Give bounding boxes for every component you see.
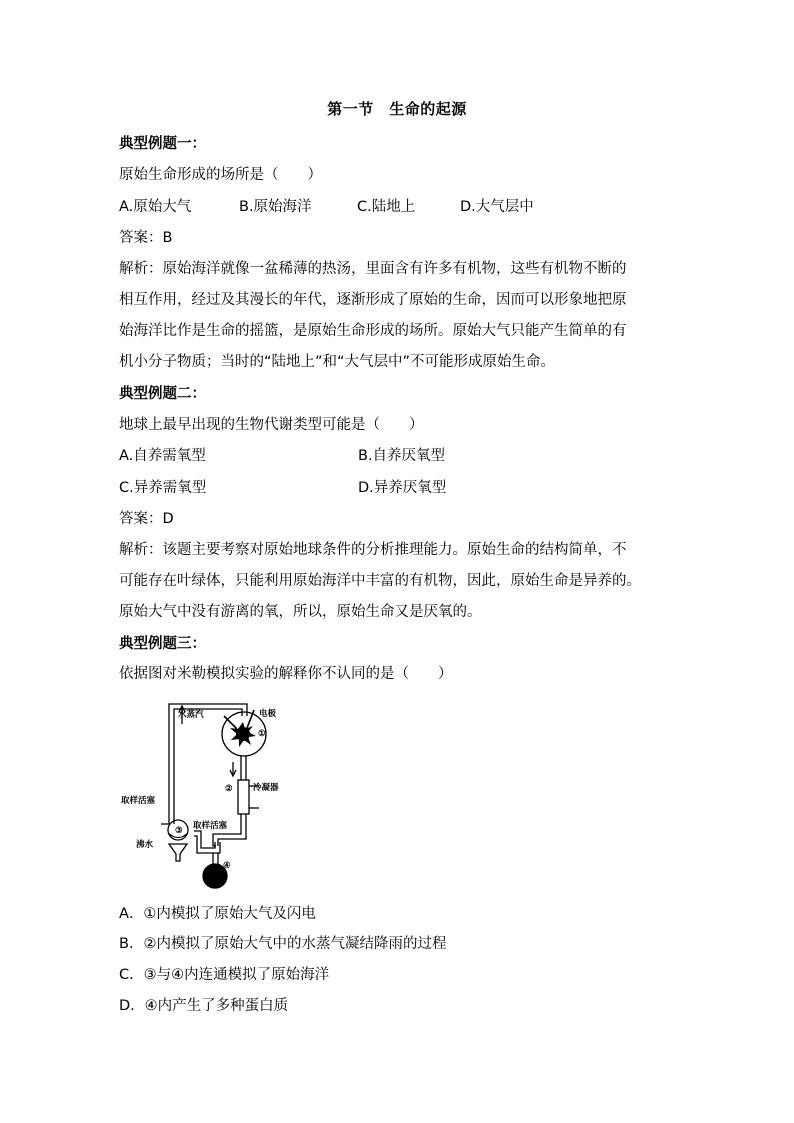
- example-1-analysis-line: 始海洋比作是生命的摇篮，是原始生命形成的场所。原始大气只能产生简单的有: [119, 323, 627, 339]
- example-2-option-a: A.自养需氧型: [119, 448, 206, 464]
- page-title: 第一节 生命的起源: [327, 100, 467, 118]
- example-1-answer: 答案：B: [119, 230, 173, 246]
- example-1-analysis-line: 相互作用，经过及其漫长的年代，逐渐形成了原始的生命，因而可以形象地把原: [119, 292, 627, 308]
- example-1-heading: 典型例题一：: [119, 136, 206, 152]
- condenser-body: [238, 780, 249, 814]
- example-2-option-b: B.自养厌氧型: [358, 448, 446, 464]
- label-steam: 水蒸汽: [178, 710, 204, 720]
- example-1-option-d: D.大气层中: [460, 199, 534, 215]
- label-n2: ②: [225, 784, 233, 794]
- example-3-heading: 典型例题三：: [119, 636, 206, 652]
- example-3-option-b: B．②内模拟了原始大气中的水蒸气凝结降雨的过程: [119, 936, 447, 952]
- label-sampling-valve-left: 取样活塞: [121, 796, 156, 806]
- example-1-option-a: A.原始大气: [119, 199, 192, 215]
- label-boiling-water: 沸水: [136, 840, 154, 850]
- example-1-question: 原始生命形成的场所是（ ）: [119, 167, 322, 183]
- example-3-question: 依据图对米勒模拟实验的解释你不认同的是（ ）: [119, 666, 453, 682]
- example-2-analysis-line: 原始大气中没有游离的氧，所以，原始生命又是厌氧的。: [119, 604, 482, 620]
- miller-experiment-diagram: [119, 696, 279, 896]
- example-1-option-c: C.陆地上: [357, 199, 416, 215]
- example-2-analysis-line: 可能存在叶绿体，只能利用原始海洋中丰富的有机物，因此，原始生命是异养的。: [119, 573, 641, 589]
- example-2-analysis-line: 解析：该题主要考察对原始地球条件的分析推理能力。原始生命的结构简单，不: [119, 542, 627, 558]
- example-3-option-d: D．④内产生了多种蛋白质: [119, 998, 289, 1014]
- label-electrode: 电极: [259, 709, 277, 719]
- example-3-option-c: C．③与④内连通模拟了原始海洋: [119, 967, 330, 983]
- vapor-tube-inner: [174, 709, 242, 824]
- example-2-heading: 典型例题二：: [119, 386, 206, 402]
- example-2-answer: 答案：D: [119, 511, 174, 527]
- example-3-option-a: A．①内模拟了原始大气及闪电: [119, 906, 316, 922]
- example-1-option-b: B.原始海洋: [239, 199, 312, 215]
- label-condenser: 冷凝器: [253, 783, 279, 793]
- example-2-question: 地球上最早出现的生物代谢类型可能是（ ）: [119, 417, 424, 433]
- example-2-option-d: D.异养厌氧型: [358, 480, 447, 496]
- example-2-option-c: C.异养需氧型: [119, 480, 207, 496]
- heater: [169, 844, 187, 861]
- label-n1: ①: [258, 729, 266, 739]
- label-n4: ④: [223, 861, 231, 871]
- label-n3: ③: [175, 826, 183, 836]
- example-1-analysis-line: 机小分子物质；当时的“陆地上”和“大气层中”不可能形成原始生命。: [119, 354, 556, 370]
- vapor-tube: [169, 704, 247, 824]
- example-1-analysis-line: 解析：原始海洋就像一盆稀薄的热汤，里面含有许多有机物，这些有机物不断的: [119, 261, 627, 277]
- label-sampling-valve-bottom: 取样活塞: [193, 821, 228, 831]
